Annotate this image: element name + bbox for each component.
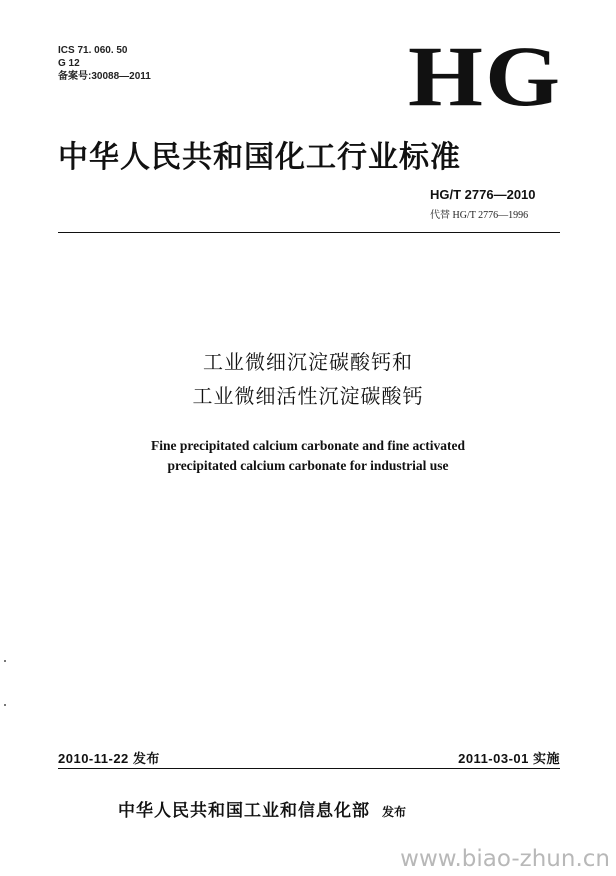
issue-date: 2010-11-22 发布 bbox=[58, 751, 160, 766]
hg-logo: HG bbox=[408, 28, 563, 124]
english-title-line-2: precipitated calcium carbonate for industrial use bbox=[167, 458, 449, 473]
class-code: G 12 bbox=[58, 58, 80, 69]
publisher-suffix: 发布 bbox=[382, 805, 407, 819]
chinese-title-line-1: 工业微细沉淀碳酸钙和 bbox=[203, 350, 413, 374]
english-title-line-1: Fine precipitated calcium carbonate and fine activated bbox=[151, 438, 465, 453]
classification-codes bbox=[58, 44, 151, 83]
replaces-standard: 代替 HG/T 2776—1996 bbox=[430, 210, 529, 221]
publisher bbox=[118, 796, 406, 821]
scan-edge-mark bbox=[4, 660, 6, 662]
industry-standard-title: 中华人民共和国化工行业标准 bbox=[58, 140, 461, 175]
top-divider bbox=[58, 232, 560, 233]
standard-number: HG/T 2776—2010 bbox=[430, 187, 536, 202]
implementation-date: 2011-03-01 实施 bbox=[458, 751, 560, 766]
site-watermark: www.biao-zhun.cn bbox=[400, 846, 610, 872]
publisher-name: 中华人民共和国工业和信息化部 bbox=[118, 801, 370, 821]
scan-edge-mark bbox=[4, 704, 6, 706]
ics-code: ICS 71. 060. 50 bbox=[58, 45, 128, 56]
bottom-divider bbox=[58, 768, 560, 769]
chinese-title-line-2: 工业微细活性沉淀碳酸钙 bbox=[192, 384, 424, 408]
record-number: 备案号:30088—2011 bbox=[58, 71, 151, 82]
